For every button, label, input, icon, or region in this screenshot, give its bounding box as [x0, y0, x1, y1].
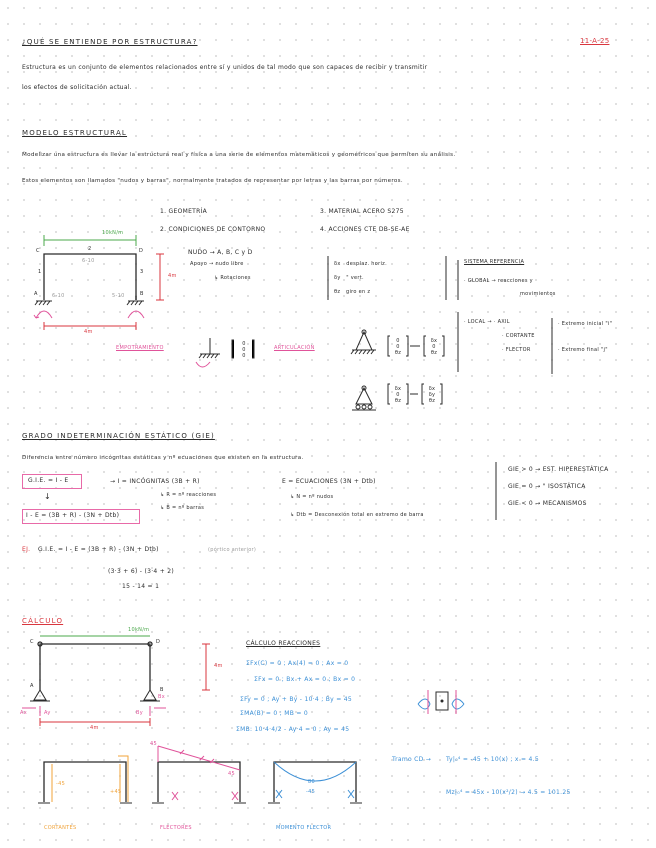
calc-node-d: D [156, 639, 161, 645]
nudo-sub-2: ↳ Rotaciones [214, 275, 251, 281]
articulacion-label: ARTICULACIÓN [274, 345, 315, 351]
calc-span-label: 4m [90, 725, 99, 731]
calc-node-c: C [30, 639, 34, 645]
sistema-extremo-i: · Extremo inicial "i" [558, 321, 613, 327]
modelo-list-1: 1. GEOMETRÍA [160, 208, 208, 215]
gie-inc-r: ↳ R = nº reacciones [160, 492, 217, 498]
gie-case-3: GIE < 0 → MECANISMOS [508, 500, 587, 507]
calc-height-label: 4m [214, 663, 223, 669]
page-title: ¿QUÉ SE ENTIENDE POR ESTRUCTURA? [22, 38, 198, 46]
nudo-sub-1: Apoyo → nudo libre [190, 261, 244, 267]
calc-node-a: A [30, 683, 34, 689]
gie-example-note: (pórtico anterior) [208, 547, 257, 553]
modelo-line-1: Modelizar una estructura es llevar la estructura real y física a una serie de elementos matemáticos y geométricos que permiten su análisis. [22, 152, 456, 158]
page-date: 11-A-25 [580, 37, 610, 45]
frame-node-d: D [139, 248, 144, 254]
frame-bar-tag-2: 6-10 [82, 258, 95, 264]
sistema-global-2: movimientos [520, 291, 556, 297]
gie-formula-1: G.I.E. = I - E [28, 477, 69, 484]
diag-value-3: 45 [150, 741, 157, 747]
diag-value-4: 45 [228, 771, 235, 777]
diagram-label-cortantes: CORTANTES [44, 825, 77, 831]
tramo-eq-1: Ty|₀⁴ = -45 + 10(x) ; x = 4.5 [446, 756, 539, 763]
diag-value-2: +45 [110, 789, 122, 795]
roller-matrix-left: δx 0 θz [394, 386, 402, 404]
empotramiento-label: EMPOTRAMIENTO [116, 345, 164, 351]
sistema-global: · GLOBAL → reacciones y [464, 278, 533, 284]
dof-row-3: θz giro en z [334, 289, 371, 295]
gie-incognitas: → I = INCÓGNITAS (3B + R) [110, 478, 200, 485]
sistema-flector: · FLECTOR [502, 347, 531, 353]
empo-matrix: 0 0 0 [242, 341, 246, 359]
calc-reaction-ax: Ax [20, 710, 27, 716]
art-matrix-right: δx 0 θz [430, 338, 438, 356]
sistema-cortante: · CORTANTE [502, 333, 535, 339]
calc-eq-2: ΣFx = 0 ; Bx + Ax = 0 ; Bx = 0 [254, 676, 356, 683]
calculo-heading: CÁLCULO [22, 617, 64, 625]
roller-matrix-right: δx δy θz [428, 386, 436, 404]
gie-example-label: EJ. [22, 546, 31, 553]
gie-example: G.I.E. = I - E = (3B + R) - (3N + Dtb) [38, 546, 159, 553]
gie-inc-b: ↳ B = nº barras [160, 505, 205, 511]
calc-sub-heading: CÁLCULO REACCIONES [246, 640, 321, 647]
frame-bar-1: 1 [38, 269, 42, 275]
tramo-eq-2: Mz|₀⁴ = 45x - 10(x²/2) → 4.5 = 101.25 [446, 789, 571, 796]
diag-value-6: -45 [306, 789, 316, 795]
frame-bar-tag-3: 5-10 [112, 293, 125, 299]
intro-line-2: los efectos de solicitación actual. [22, 84, 132, 91]
gie-formula-2: I - E = (3B + R) - (3N + Dtb) [26, 512, 120, 519]
calc-eq-1: ΣFx(C) = 0 ; Ax(4) = 0 ; Ax = 0 [246, 660, 349, 667]
modelo-heading: MODELO ESTRUCTURAL [22, 129, 128, 137]
intro-line-1: Estructura es un conjunto de elementos relacionados entre sí y unidos de tal modo que son capaces de recibir y transmitir [22, 64, 428, 71]
gie-ecuaciones: E = ECUACIONES (3N + Dtb) [282, 478, 376, 485]
diag-value-1: -45 [56, 781, 66, 787]
calc-eq-4: ΣMA(B) = 0 ; MB = 0 [240, 710, 309, 717]
modelo-list-4: 4. ACCIONES CTE DB-SE-AE [320, 226, 410, 233]
frame-bar-2: 2 [88, 246, 92, 252]
sistema-title: SISTEMA REFERENCIA [464, 259, 525, 265]
dof-row-2: δy " vert. [334, 275, 364, 281]
modelo-line-2: Estos elementos son llamados "nudos y barras", normalmente tratados de representar por letras y las barras por números. [22, 178, 403, 184]
calc-reaction-ay: Ay [44, 710, 51, 716]
tramo-label: Tramo CD → [392, 756, 432, 763]
frame-bar-tag-1: 6-10 [52, 293, 65, 299]
gie-heading: GRADO INDETERMINACIÓN ESTÁTICO (GIE) [22, 432, 215, 440]
calc-node-b: B [160, 687, 164, 693]
calc-reaction-bx: Bx [158, 694, 165, 700]
gie-example-3: 15 - 14 = 1 [122, 583, 160, 590]
calc-load-label: 10kN/m [128, 627, 150, 633]
gie-case-2: GIE = 0 → " ISOSTÁTICA [508, 483, 586, 490]
frame-node-c: C [36, 248, 40, 254]
frame-span-label: 4m [84, 329, 93, 335]
modelo-list-3: 3. MATERIAL ACERO S275 [320, 208, 404, 215]
frame-load-label: 10kN/m [102, 230, 124, 236]
art-matrix-left: 0 0 θz [394, 338, 402, 356]
frame-node-a: A [34, 291, 38, 297]
gie-example-2: (3·3 + 6) - (3·4 + 2) [108, 568, 175, 575]
diagram-label-flectores: FLECTORES [160, 825, 192, 831]
frame-bar-3: 3 [140, 269, 144, 275]
gie-arrow-down: ↓ [44, 492, 52, 501]
frame-node-b: B [140, 291, 144, 297]
gie-definition: Diferencia entre número incógnitas estáticas y nº ecuaciones que existen en la estructura. [22, 455, 304, 461]
sistema-local: · LOCAL → · AXIL [464, 319, 510, 325]
gie-case-1: GIE > 0 → EST. HIPERESTÁTICA [508, 466, 609, 473]
calc-eq-3: ΣFy = 0 ; Ay + By - 10·4 ; By = 45 [240, 696, 353, 703]
calc-reaction-by: By [136, 710, 143, 716]
sistema-extremo-j: · Extremo final "j" [558, 347, 608, 353]
diagram-label-momento: MOMENTO FLECTOR [276, 825, 332, 831]
gie-ec-n: ↳ N = nº nudos [290, 494, 334, 500]
calc-eq-5: ΣMB: 10·4·4/2 - Ay·4 = 0 ; Ay = 45 [236, 726, 350, 733]
diag-value-5: 80 [308, 779, 315, 785]
dof-row-1: δx desplaz. horiz. [334, 261, 387, 267]
modelo-list-2: 2. CONDICIONES DE CONTORNO [160, 226, 266, 233]
nudo-line: NUDO → A, B, C y D [188, 249, 253, 256]
gie-ec-d: ↳ Dtb = Desconexión total en extremo de barra [290, 512, 424, 518]
frame-height-label: 4m [168, 273, 177, 279]
